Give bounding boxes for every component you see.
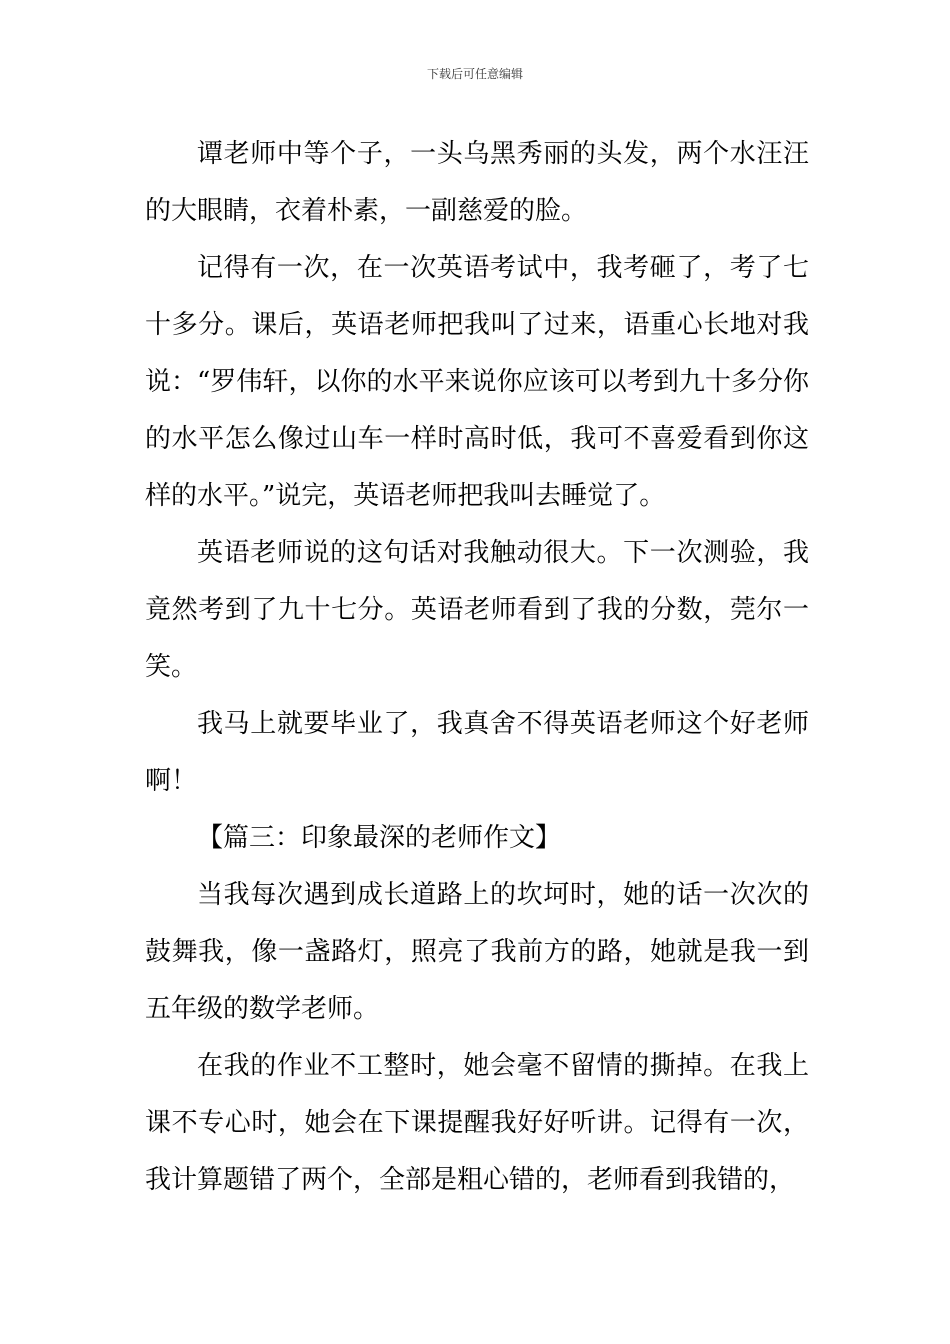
paragraph-english-exam: 记得有一次，在一次英语考试中，我考砸了，考了七十多分。课后，英语老师把我叫了过来，语重心长地对我说：“罗伟轩，以你的水平来说你应该可以考到九十多分你的水平怎么像过山车一样时高时低，我可不喜爱看到你这样的水平。”说完，英语老师把我叫去睡觉了。 bbox=[145, 253, 809, 511]
document-body bbox=[145, 126, 809, 1209]
paragraph-graduation: 我马上就要毕业了，我真舍不得英语老师这个好老师啊！ bbox=[145, 709, 809, 796]
paragraph-homework: 在我的作业不工整时，她会毫不留情的撕掉。在我上课不专心时，她会在下课提醒我好好听讲。记得有一次，我计算题错了两个，全部是粗心错的，老师看到我错的， bbox=[145, 1051, 809, 1195]
paragraph-next-test: 英语老师说的这句话对我触动很大。下一次测验，我竟然考到了九十七分。英语老师看到了我的分数，莞尔一笑。 bbox=[145, 538, 809, 682]
paragraph-teacher-description: 谭老师中等个子，一头乌黑秀丽的头发，两个水汪汪的大眼睛，衣着朴素，一副慈爱的脸。 bbox=[145, 139, 809, 226]
paragraph-math-teacher: 当我每次遇到成长道路上的坎坷时，她的话一次次的鼓舞我，像一盏路灯，照亮了我前方的路，她就是我一到五年级的数学老师。 bbox=[145, 880, 809, 1024]
section-heading-part-three: 【篇三：印象最深的老师作文】 bbox=[197, 823, 562, 853]
page-header: 下载后可任意编辑 bbox=[426, 67, 523, 81]
